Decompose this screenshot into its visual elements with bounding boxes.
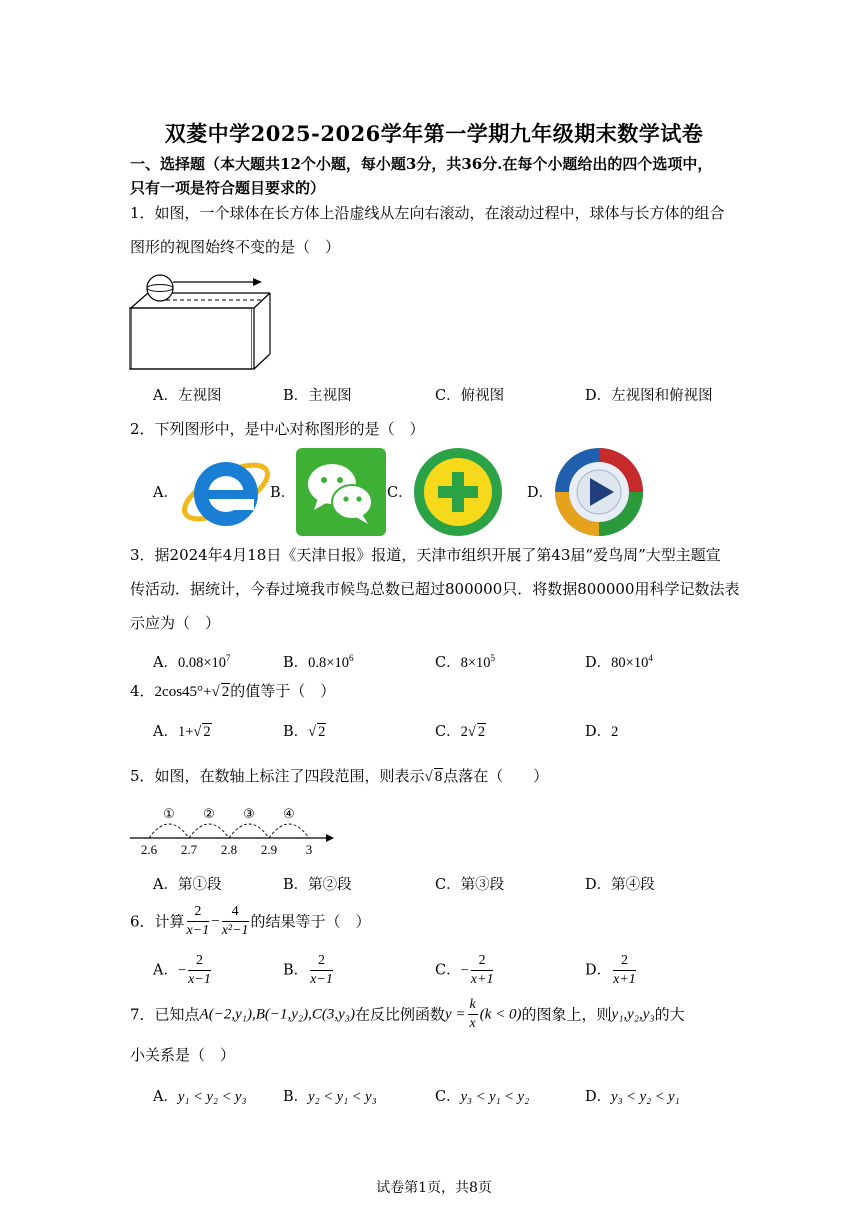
q5-option-a: A．第①段 <box>153 877 222 893</box>
section-heading-line1: 一、选择题（本大题共12个小题，每小题3分，共36分.在每个小题给出的四个选项中， <box>130 155 713 173</box>
q4-option-d: D．2 <box>585 724 619 740</box>
wechat-logo-icon <box>296 448 386 536</box>
q2-stem: 2．下列图形中，是中心对称图形的是（ ） <box>130 420 425 438</box>
tick-label-4: 2.9 <box>260 842 278 857</box>
tick-label-3: 2.8 <box>220 842 238 857</box>
q6-stem: 6．计算 $\frac{2}{x-1}$ − $\frac{4}{\text{x²−1}}$ 的结果等于（ ） <box>130 904 371 938</box>
q7-option-c: C．y₃ < y₁ < y₂ <box>435 1089 530 1105</box>
q3-option-d: D．$80\times 10^4$ <box>585 653 653 671</box>
q4-stem: 4．2cos45°+√ 2的值等于（ ） <box>130 682 336 700</box>
q5-option-b: B．第②段 <box>283 877 352 893</box>
section-heading-line2: 只有一项是符合题目要求的） <box>130 179 326 197</box>
q1-option-a: A．左视图 <box>153 388 222 404</box>
q3-line2: 传活动．据统计，今春过境我市候鸟总数已超过800000只．将数据800000用科学记数法表 <box>130 580 740 598</box>
q1-cuboid-figure <box>128 268 278 374</box>
q2-label-b: B． <box>270 485 296 501</box>
q4-option-a: A．1+√ 2 <box>153 724 211 740</box>
q3-line1: 3．据2024年4月18日《天津日报》报道，天津市组织开展了第43届“爱鸟周”大型主题宣 <box>130 546 721 564</box>
q1-option-b: B．主视图 <box>283 388 352 404</box>
q3-option-a: A．$0.08\times 10^7$ <box>153 653 231 671</box>
arc-label-3: ③ <box>243 807 255 822</box>
arc-label-2: ② <box>203 807 215 822</box>
q1-line2: 图形的视图始终不变的是（ ） <box>130 238 341 256</box>
q4-option-c: C．2√ 2 <box>435 724 486 740</box>
q5-number-line-figure <box>128 800 338 860</box>
q2-label-a: A． <box>153 485 178 501</box>
q7-option-a: A．y₁ < y₂ < y₃ <box>153 1089 247 1105</box>
tick-label-5: 3 <box>305 842 313 857</box>
ie-logo-icon <box>178 446 274 536</box>
q2-label-c: C． <box>387 485 413 501</box>
tick-label-2: 2.7 <box>180 842 198 857</box>
q7-option-b: B．y₂ < y₁ < y₃ <box>283 1089 377 1105</box>
q7-option-d: D．y₃ < y₂ < y₁ <box>585 1089 680 1105</box>
360-security-logo-icon <box>412 446 504 538</box>
q5-stem: 5．如图，在数轴上标注了四段范围，则表示√ 8点落在（ ） <box>130 767 549 785</box>
q1-option-c: C．俯视图 <box>435 388 505 404</box>
q3-option-c: C．$8\times 10^5$ <box>435 653 496 671</box>
q5-option-c: C．第③段 <box>435 877 505 893</box>
q7-stem-line2: 小关系是（ ） <box>130 1046 236 1064</box>
q6-option-d: D． $\frac{2}{x+1}$ <box>585 953 636 987</box>
q6-option-b: B． $\frac{2}{x-1}$ <box>283 953 333 987</box>
media-player-logo-icon <box>552 446 646 538</box>
q6-option-c: C．− $\frac{2}{x+1}$ <box>435 953 494 987</box>
page-title: 双菱中学2025-2026学年第一学期九年级期末数学试卷 <box>164 121 704 146</box>
q5-option-d: D．第④段 <box>585 877 655 893</box>
question-1 <box>130 196 750 264</box>
q1-option-d: D．左视图和俯视图 <box>585 388 713 404</box>
section-heading <box>130 152 750 200</box>
q3-option-b: B．$0.8\times 10^6$ <box>283 653 354 671</box>
arc-label-4: ④ <box>283 807 295 822</box>
q4-option-b: B．√ 2 <box>283 724 326 740</box>
question-3 <box>130 538 750 640</box>
tick-label-1: 2.6 <box>140 842 158 857</box>
q6-option-a: A．− $\frac{2}{x-1}$ <box>153 953 211 987</box>
q3-line3: 示应为（ ） <box>130 614 221 632</box>
page-footer: 试卷第1页，共8页 <box>376 1180 492 1196</box>
q1-line1: 1．如图，一个球体在长方体上沿虚线从左向右滚动，在滚动过程中，球体与长方体的组合 <box>130 204 725 222</box>
q7-stem-line1: 7．已知点A(−2,y₁),B(−1,y₂),C(3,y₃)在反比例函数y = $\frac{k}{x}$ (k < 0)的图象上，则y₁,y₂,y₃的大 <box>130 997 685 1031</box>
arc-label-1: ① <box>163 807 175 822</box>
q2-label-d: D． <box>527 485 554 501</box>
